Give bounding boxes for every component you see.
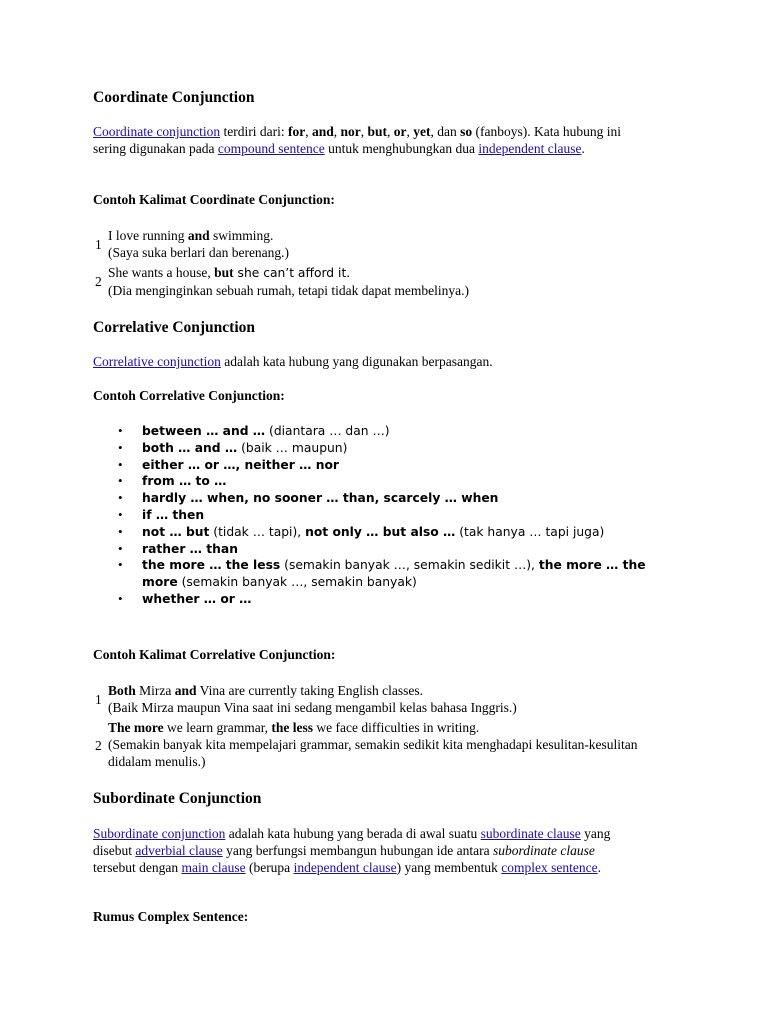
- bullet: •: [118, 523, 123, 539]
- heading-coordinate-examples: Contoh Kalimat Coordinate Conjunction:: [93, 192, 335, 207]
- bold-pair: if … then: [142, 507, 205, 522]
- text-span: She wants a house,: [108, 265, 215, 280]
- link-adverbial-clause[interactable]: adverbial clause: [135, 843, 223, 858]
- bold-pair: the more … the less: [142, 558, 281, 573]
- bullet: •: [118, 473, 123, 489]
- list-item: [118, 557, 658, 591]
- link-complex-sentence[interactable]: complex sentence: [501, 860, 598, 875]
- bold-so: so: [460, 124, 473, 139]
- bold-pair: hardly … when, no sooner … than, scarcely … when: [142, 491, 499, 506]
- text-span: ,: [360, 124, 368, 139]
- bullet: •: [118, 490, 123, 506]
- text-span: ,: [305, 124, 312, 139]
- example-number: 2: [95, 274, 102, 289]
- correlative-example-1: [93, 682, 693, 718]
- bold-pair: not … but: [142, 524, 210, 539]
- text-span: untuk menghubungkan dua: [324, 141, 479, 156]
- bold-or: or: [393, 124, 407, 139]
- list-item: [118, 541, 658, 558]
- bullet: •: [118, 506, 123, 522]
- heading-correlative-examples: Contoh Kalimat Correlative Conjunction:: [93, 647, 336, 662]
- item-gloss: (baik … maupun): [237, 440, 348, 455]
- list-item: [118, 591, 658, 608]
- bold-conjunction: Both: [108, 683, 136, 698]
- link-independent-clause[interactable]: independent clause: [293, 860, 397, 875]
- coordinate-example-2: [93, 264, 693, 300]
- bullet: •: [118, 557, 123, 573]
- text-span: (fanboys). Kata hubung ini sering digunakan pada: [93, 124, 621, 156]
- list-item: [118, 473, 658, 490]
- example-text: [108, 264, 698, 299]
- italic-subordinate-clause: subordinate clause: [493, 843, 595, 858]
- item-gloss: (semakin banyak …, semakin sedikit …),: [280, 558, 539, 573]
- bold-pair: the more … the more: [142, 558, 646, 590]
- text-span: ,: [406, 124, 414, 139]
- text-span: , dan: [430, 124, 461, 139]
- text-span: she can’t afford it.: [233, 266, 351, 280]
- list-item: [118, 490, 658, 507]
- bold-pair: either … or …, neither … nor: [142, 457, 339, 472]
- example-number: 1: [95, 237, 102, 252]
- example-number: 2: [95, 738, 102, 753]
- text-span: we face difficulties in writing.: [313, 720, 480, 735]
- bullet: •: [118, 456, 123, 472]
- text-span: ) yang membentuk: [396, 860, 502, 875]
- bullet: •: [118, 423, 123, 438]
- item-gloss: (semakin banyak …, semakin banyak): [177, 575, 417, 590]
- example-text: [108, 719, 668, 770]
- item-gloss: (tidak … tapi),: [209, 524, 306, 539]
- link-compound-sentence[interactable]: compound sentence: [217, 141, 325, 156]
- text-span: (berupa: [245, 860, 294, 875]
- link-correlative-conjunction[interactable]: Correlative conjunction: [93, 354, 221, 369]
- bold-yet: yet: [413, 124, 431, 139]
- example-translation: (Saya suka berlari dan berenang.): [108, 245, 290, 260]
- text-span: adalah kata hubung yang berada di awal suatu: [225, 826, 481, 841]
- heading-complex-sentence-formula: Rumus Complex Sentence:: [93, 909, 249, 924]
- paragraph-coordinate-intro: [93, 123, 653, 157]
- list-item: [118, 507, 658, 524]
- link-coordinate-conjunction[interactable]: Coordinate conjunction: [93, 124, 221, 139]
- example-text: [108, 227, 698, 261]
- example-text: [108, 682, 698, 716]
- bold-nor: nor: [340, 124, 361, 139]
- item-gloss: (tak hanya … tapi juga): [455, 524, 605, 539]
- text-span: .: [581, 141, 585, 156]
- bullet: •: [118, 439, 123, 455]
- link-independent-clause[interactable]: independent clause: [478, 141, 582, 156]
- heading-coordinate-conjunction: Coordinate Conjunction: [93, 89, 255, 106]
- text-span: swimming.: [209, 228, 274, 243]
- heading-subordinate-conjunction: Subordinate Conjunction: [93, 790, 262, 807]
- bold-conjunction: but: [214, 265, 234, 280]
- link-main-clause[interactable]: main clause: [181, 860, 246, 875]
- link-subordinate-conjunction[interactable]: Subordinate conjunction: [93, 826, 226, 841]
- heading-correlative-conjunction: Correlative Conjunction: [93, 319, 256, 336]
- item-gloss: (diantara … dan …): [265, 424, 390, 438]
- bold-conjunction: and: [187, 228, 210, 243]
- correlative-example-2: [93, 719, 693, 771]
- text-span: ,: [387, 124, 394, 139]
- bold-conjunction: and: [174, 683, 197, 698]
- bold-and: and: [311, 124, 334, 139]
- bold-but: but: [367, 124, 388, 139]
- bold-conjunction: the less: [271, 720, 314, 735]
- coordinate-example-1: [93, 227, 693, 263]
- example-translation: (Semakin banyak kita mempelajari grammar, semakin sedikit kita menghadapi kesulitan-kesulitan didalam menulis.): [108, 737, 638, 769]
- bold-pair: from … to …: [142, 474, 227, 489]
- bold-pair: rather … than: [142, 541, 238, 556]
- text-span: I love running: [108, 228, 188, 243]
- list-item: [118, 423, 658, 440]
- text-span: we learn grammar,: [163, 720, 272, 735]
- bold-pair: both … and …: [142, 440, 238, 455]
- text-span: Mirza: [135, 683, 175, 698]
- link-subordinate-clause[interactable]: subordinate clause: [480, 826, 581, 841]
- heading-correlative-list: Contoh Correlative Conjunction:: [93, 388, 285, 403]
- bold-for: for: [287, 124, 306, 139]
- text-span: yang berfungsi membangun hubungan ide antara: [222, 843, 493, 858]
- bullet: •: [118, 590, 123, 606]
- bold-conjunction: The more: [108, 720, 164, 735]
- paragraph-subordinate-intro: [93, 825, 638, 876]
- bold-pair: whether … or …: [142, 591, 252, 606]
- example-number: 1: [95, 692, 102, 707]
- text-span: Vina are currently taking English classes.: [196, 683, 424, 698]
- bold-pair: between … and …: [142, 424, 266, 438]
- list-item: [118, 457, 658, 474]
- example-translation: (Baik Mirza maupun Vina saat ini sedang mengambil kelas bahasa Inggris.): [108, 700, 517, 715]
- text-span: yang disebut: [93, 826, 611, 858]
- list-item: [118, 524, 658, 541]
- example-translation: (Dia menginginkan sebuah rumah, tetapi tidak dapat membelinya.): [108, 283, 470, 298]
- list-item: [118, 440, 658, 457]
- bold-pair: not only … but also …: [305, 524, 456, 539]
- text-span: terdiri dari:: [220, 124, 288, 139]
- text-span: .: [597, 860, 601, 875]
- correlative-list: [118, 423, 658, 608]
- paragraph-correlative-intro: [93, 353, 683, 370]
- text-span: adalah kata hubung yang digunakan berpasangan.: [220, 354, 493, 369]
- bullet: •: [118, 540, 123, 556]
- text-span: tersebut dengan: [93, 860, 182, 875]
- text-span: ,: [333, 124, 341, 139]
